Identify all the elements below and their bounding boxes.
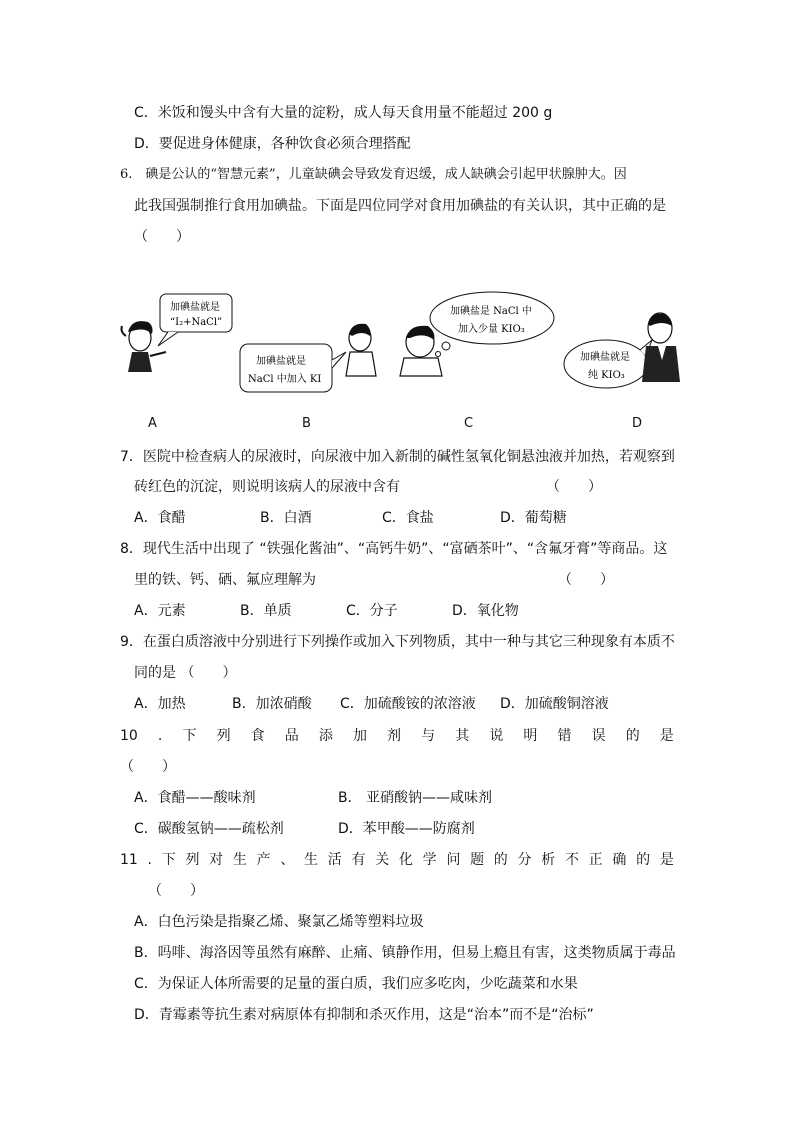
student-c-figure — [400, 326, 442, 376]
q9-stem-line2: 同的是 （ ） — [134, 665, 237, 681]
q10-answer-paren: （ ） — [120, 759, 176, 775]
bubble-b — [240, 344, 346, 392]
q9-option-a[interactable]: A．加热 — [134, 696, 186, 712]
q7-option-b[interactable]: B．白酒 — [260, 510, 312, 526]
bubble-d-line1: 加碘盐就是 — [580, 352, 630, 363]
bubble-b-line2: NaCl 中加入 KI — [248, 374, 322, 385]
q7-stem-line2: 砖红色的沉淀，则说明该病人的尿液中含有 — [134, 479, 400, 495]
q10-option-c[interactable]: C．碳酸氢钠——疏松剂 — [134, 821, 284, 837]
q11-option-d[interactable]: D．青霉素等抗生素对病原体有抑制和杀灭作用，这是“治本”而不是“治标” — [134, 1007, 594, 1023]
bubble-a-line2: “I₂+NaCl” — [170, 317, 223, 328]
q7-options — [0, 508, 794, 528]
bubble-d-line2: 纯 KIO₃ — [588, 370, 625, 381]
q9-options — [0, 694, 794, 714]
figure-label-c: C — [464, 416, 474, 431]
q5-option-d: D．要促进身体健康，各种饮食必须合理搭配 — [134, 136, 411, 152]
figure-label-b: B — [302, 416, 311, 431]
q7-answer-paren: （ ） — [546, 479, 602, 495]
bubble-a — [158, 294, 232, 346]
q7-option-a[interactable]: A．食醋 — [134, 510, 186, 526]
bubble-c — [430, 292, 554, 357]
q8-answer-paren: （ ） — [558, 572, 614, 588]
student-d-figure — [642, 313, 680, 382]
q8-option-b[interactable]: B．单质 — [240, 603, 292, 619]
bubble-c-line2: 加入少量 KIO₃ — [458, 324, 525, 335]
q11-answer-paren: （ ） — [148, 883, 204, 899]
q10-stem-line1: 10 . 下 列 食 品 添 加 剂 与 其 说 明 错 误 的 是 — [120, 728, 674, 744]
q11-option-a[interactable]: A．白色污染是指聚乙烯、聚氯乙烯等塑料垃圾 — [134, 914, 424, 930]
q7-stem-line1: 7．医院中检查病人的尿液时，向尿液中加入新制的碱性氢氧化铜悬浊液并加热，若观察到 — [120, 449, 675, 465]
q6-figure — [0, 290, 794, 410]
q7-option-c[interactable]: C．食盐 — [382, 510, 434, 526]
q8-stem-line1: 8．现代生活中出现了 “铁强化酱油”、“高钙牛奶”、“富硒茶叶”、“含氟牙膏”等商品。这 — [120, 541, 668, 557]
q8-options — [0, 601, 794, 621]
q11-stem-line1: 11 . 下 列 对 生 产 、 生 活 有 关 化 学 问 题 的 分 析 不 正 确 的 是 — [120, 852, 674, 868]
q6-answer-paren: （ ） — [134, 229, 190, 245]
q10-option-d[interactable]: D．苯甲酸——防腐剂 — [338, 821, 475, 837]
bubble-a-line1: 加碘盐就是 — [170, 302, 220, 313]
q5-option-c: C．米饭和馒头中含有大量的淀粉，成人每天食用量不能超过 200 g — [134, 105, 553, 121]
q10-options-row2 — [0, 819, 794, 839]
q9-option-d[interactable]: D．加硫酸铜溶液 — [500, 696, 609, 712]
q11-option-c[interactable]: C．为保证人体所需要的足量的蛋白质，我们应多吃肉，少吃蔬菜和水果 — [134, 976, 578, 992]
q8-stem-line2: 里的铁、钙、硒、氟应理解为 — [134, 572, 316, 588]
q7-option-d[interactable]: D．葡萄糖 — [500, 510, 567, 526]
q10-option-b[interactable]: B． 亚硝酸钠——咸味剂 — [338, 790, 493, 806]
q9-stem-line1: 9．在蛋白质溶液中分别进行下列操作或加入下列物质，其中一种与其它三种现象有本质不 — [120, 634, 675, 650]
bubble-b-line1: 加碘盐就是 — [256, 356, 306, 367]
q6-stem-line2: 此我国强制推行食用加碘盐。下面是四位同学对食用加碘盐的有关认识，其中正确的是 — [134, 198, 666, 214]
bubble-d — [564, 340, 652, 388]
q9-option-c[interactable]: C．加硫酸铵的浓溶液 — [340, 696, 476, 712]
q10-option-a[interactable]: A．食醋——酸味剂 — [134, 790, 256, 806]
q8-option-a[interactable]: A．元素 — [134, 603, 186, 619]
q9-option-b[interactable]: B．加浓硝酸 — [232, 696, 312, 712]
bubble-c-line1: 加碘盐是 NaCl 中 — [450, 306, 532, 317]
q6-stem-line1: 6. 碘是公认的“智慧元素”，儿童缺碘会导致发育迟缓，成人缺碘会引起甲状腺肿大。因 — [120, 167, 627, 182]
figure-label-d: D — [632, 416, 643, 431]
q10-options-row1 — [0, 788, 794, 808]
q8-option-d[interactable]: D．氧化物 — [452, 603, 519, 619]
q8-option-c[interactable]: C．分子 — [346, 603, 398, 619]
q11-option-b[interactable]: B．吗啡、海洛因等虽然有麻醉、止痛、镇静作用，但易上瘾且有害，这类物质属于毒品 — [134, 945, 676, 961]
student-b-figure — [346, 324, 376, 376]
student-a-figure — [122, 321, 167, 372]
figure-label-a: A — [148, 416, 157, 431]
